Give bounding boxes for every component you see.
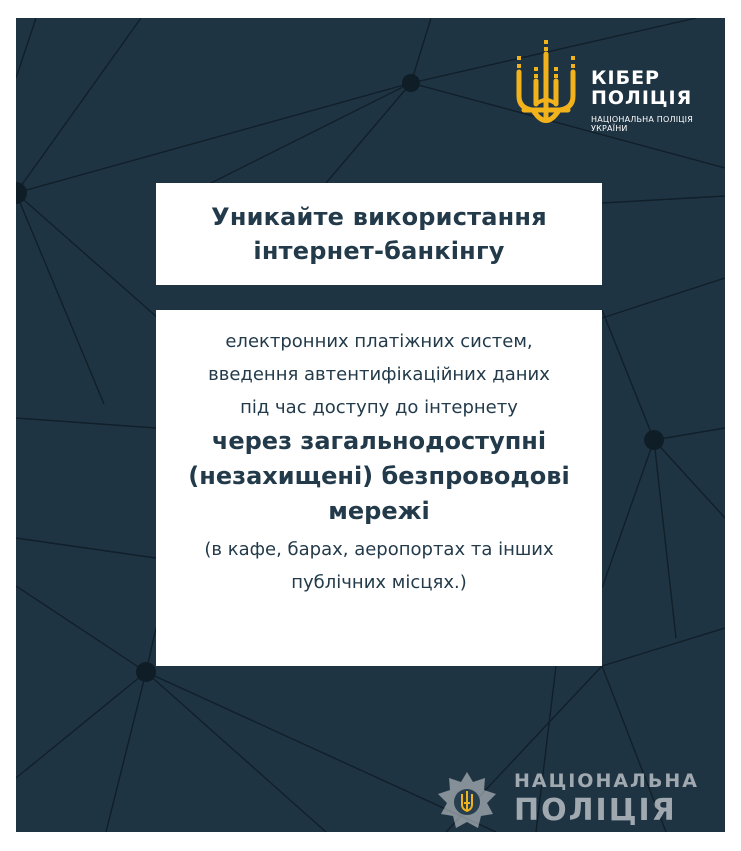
headline-panel — [156, 183, 602, 285]
footer-line-1: НАЦІОНАЛЬНА — [514, 770, 699, 792]
headline — [211, 200, 547, 268]
footer-line-2: ПОЛІЦІЯ — [514, 793, 677, 828]
headline-line2: інтернет-банкінгу — [253, 237, 505, 265]
note-line-1: (в кафе, барах, аеропортах та інших — [204, 539, 554, 560]
body-line-3: під час доступу до інтернету — [240, 397, 518, 418]
headline-line1: Уникайте використання — [211, 203, 547, 231]
trident-logo-icon — [514, 38, 578, 130]
logo-title-line1: КІБЕР — [591, 67, 660, 89]
police-star-badge-icon — [435, 770, 499, 832]
poster-background — [16, 18, 725, 832]
emphasis-line-2: (незахищені) безпроводові — [188, 462, 570, 490]
emphasis-line-1: через загальнодоступні — [211, 427, 547, 455]
footer-national-police — [514, 770, 720, 830]
note-line-2: публічних місцях.) — [291, 572, 467, 593]
logo-subtitle-line2: УКРАЇНИ — [591, 124, 628, 133]
logo-subtitle — [591, 115, 693, 133]
logo-title-line2: ПОЛІЦІЯ — [591, 87, 693, 109]
body-line-1: електронних платіжних систем, — [225, 331, 533, 352]
cyber-police-logo — [514, 38, 714, 148]
message-panel — [156, 310, 602, 666]
trident-mark-stroke — [519, 54, 573, 121]
logo-title — [591, 68, 692, 108]
body-line-2: введення автентифікаційних даних — [208, 364, 550, 385]
logo-subtitle-line1: НАЦІОНАЛЬНА ПОЛІЦІЯ — [591, 115, 693, 124]
emphasis-line-3: мережі — [328, 497, 430, 525]
